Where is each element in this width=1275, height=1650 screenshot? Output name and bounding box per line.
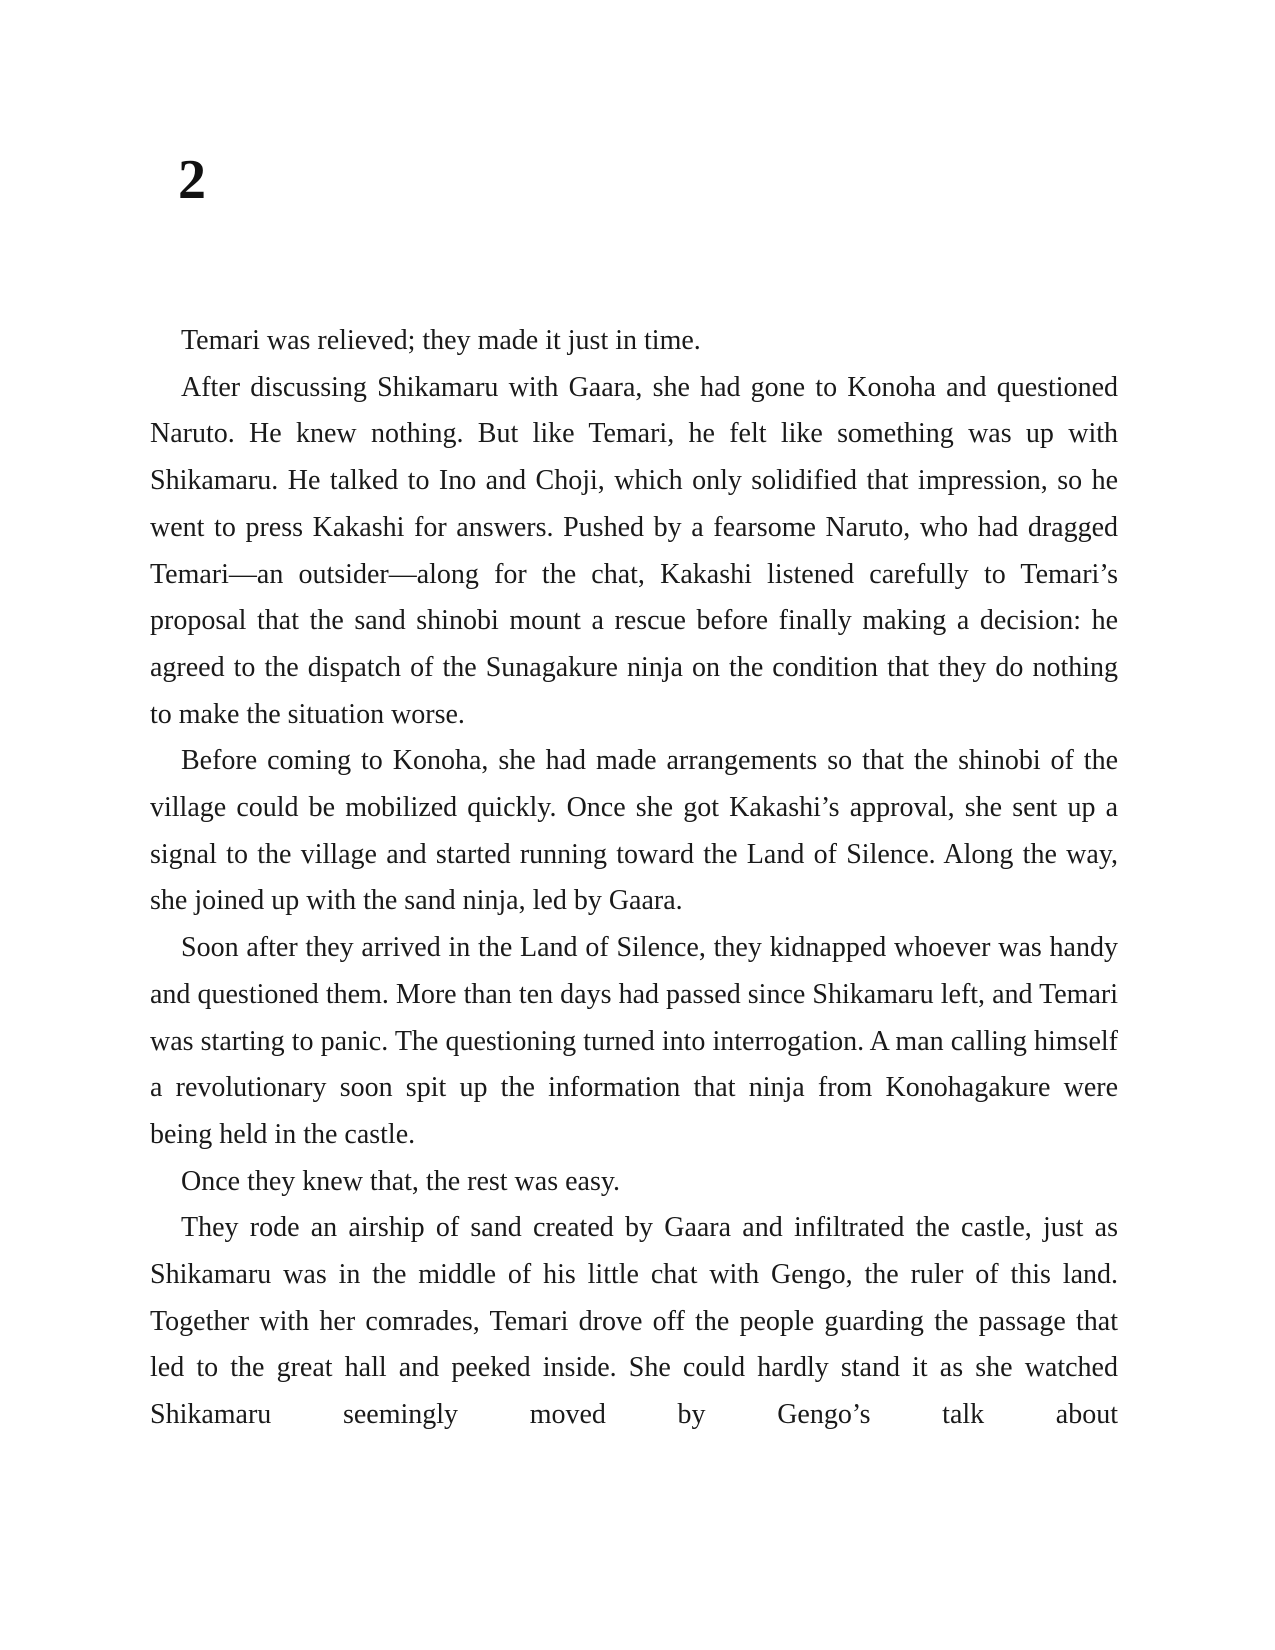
paragraph: They rode an airship of sand created by Gaara and infiltrated the castle, just as Shikamaru was in the middle of his little chat with Gengo, the ruler of this land. Together with her comrades, Temari drove off the people guarding the passage that led to the great hall and peeked inside. She could hardly stand it as she watched Shikamaru seemingly moved by Gengo’s talk about: [150, 1212, 1118, 1431]
paragraph: Before coming to Konoha, she had made arrangements so that the shinobi of the village could be mobilized quickly. Once she got Kakashi’s approval, she sent up a signal to the village and started running toward the Land of Silence. Along the way, she joined up with the sand ninja, led by Gaara.: [150, 745, 1118, 917]
chapter-number: 2: [178, 149, 206, 211]
paragraph: After discussing Shikamaru with Gaara, she had gone to Konoha and questioned Naruto. He knew nothing. But like Temari, he felt like something was up with Shikamaru. He talked to Ino and Choji, which only solidified that impression, so he went to press Kakashi for answers. Pushed by a fearsome Naruto, who had dragged Temari—an outsider—along for the chat, Kakashi listened carefully to Temari’s proposal that the sand shinobi mount a rescue before finally making a decision: he agreed to the dispatch of the Sunagakure ninja on the condition that they do nothing to make the situation worse.: [150, 371, 1118, 730]
paragraph: Once they knew that, the rest was easy.: [181, 1165, 621, 1197]
paragraph: Soon after they arrived in the Land of Silence, they kidnapped whoever was handy and questioned them. More than ten days had passed since Shikamaru left, and Temari was starting to panic. The questioning turned into interrogation. A man calling himself a revolutionary soon spit up the information that ninja from Konohagakure were being held in the castle.: [150, 932, 1118, 1150]
paragraph: Temari was relieved; they made it just in time.: [181, 325, 701, 356]
chapter-body: [150, 318, 1118, 1439]
